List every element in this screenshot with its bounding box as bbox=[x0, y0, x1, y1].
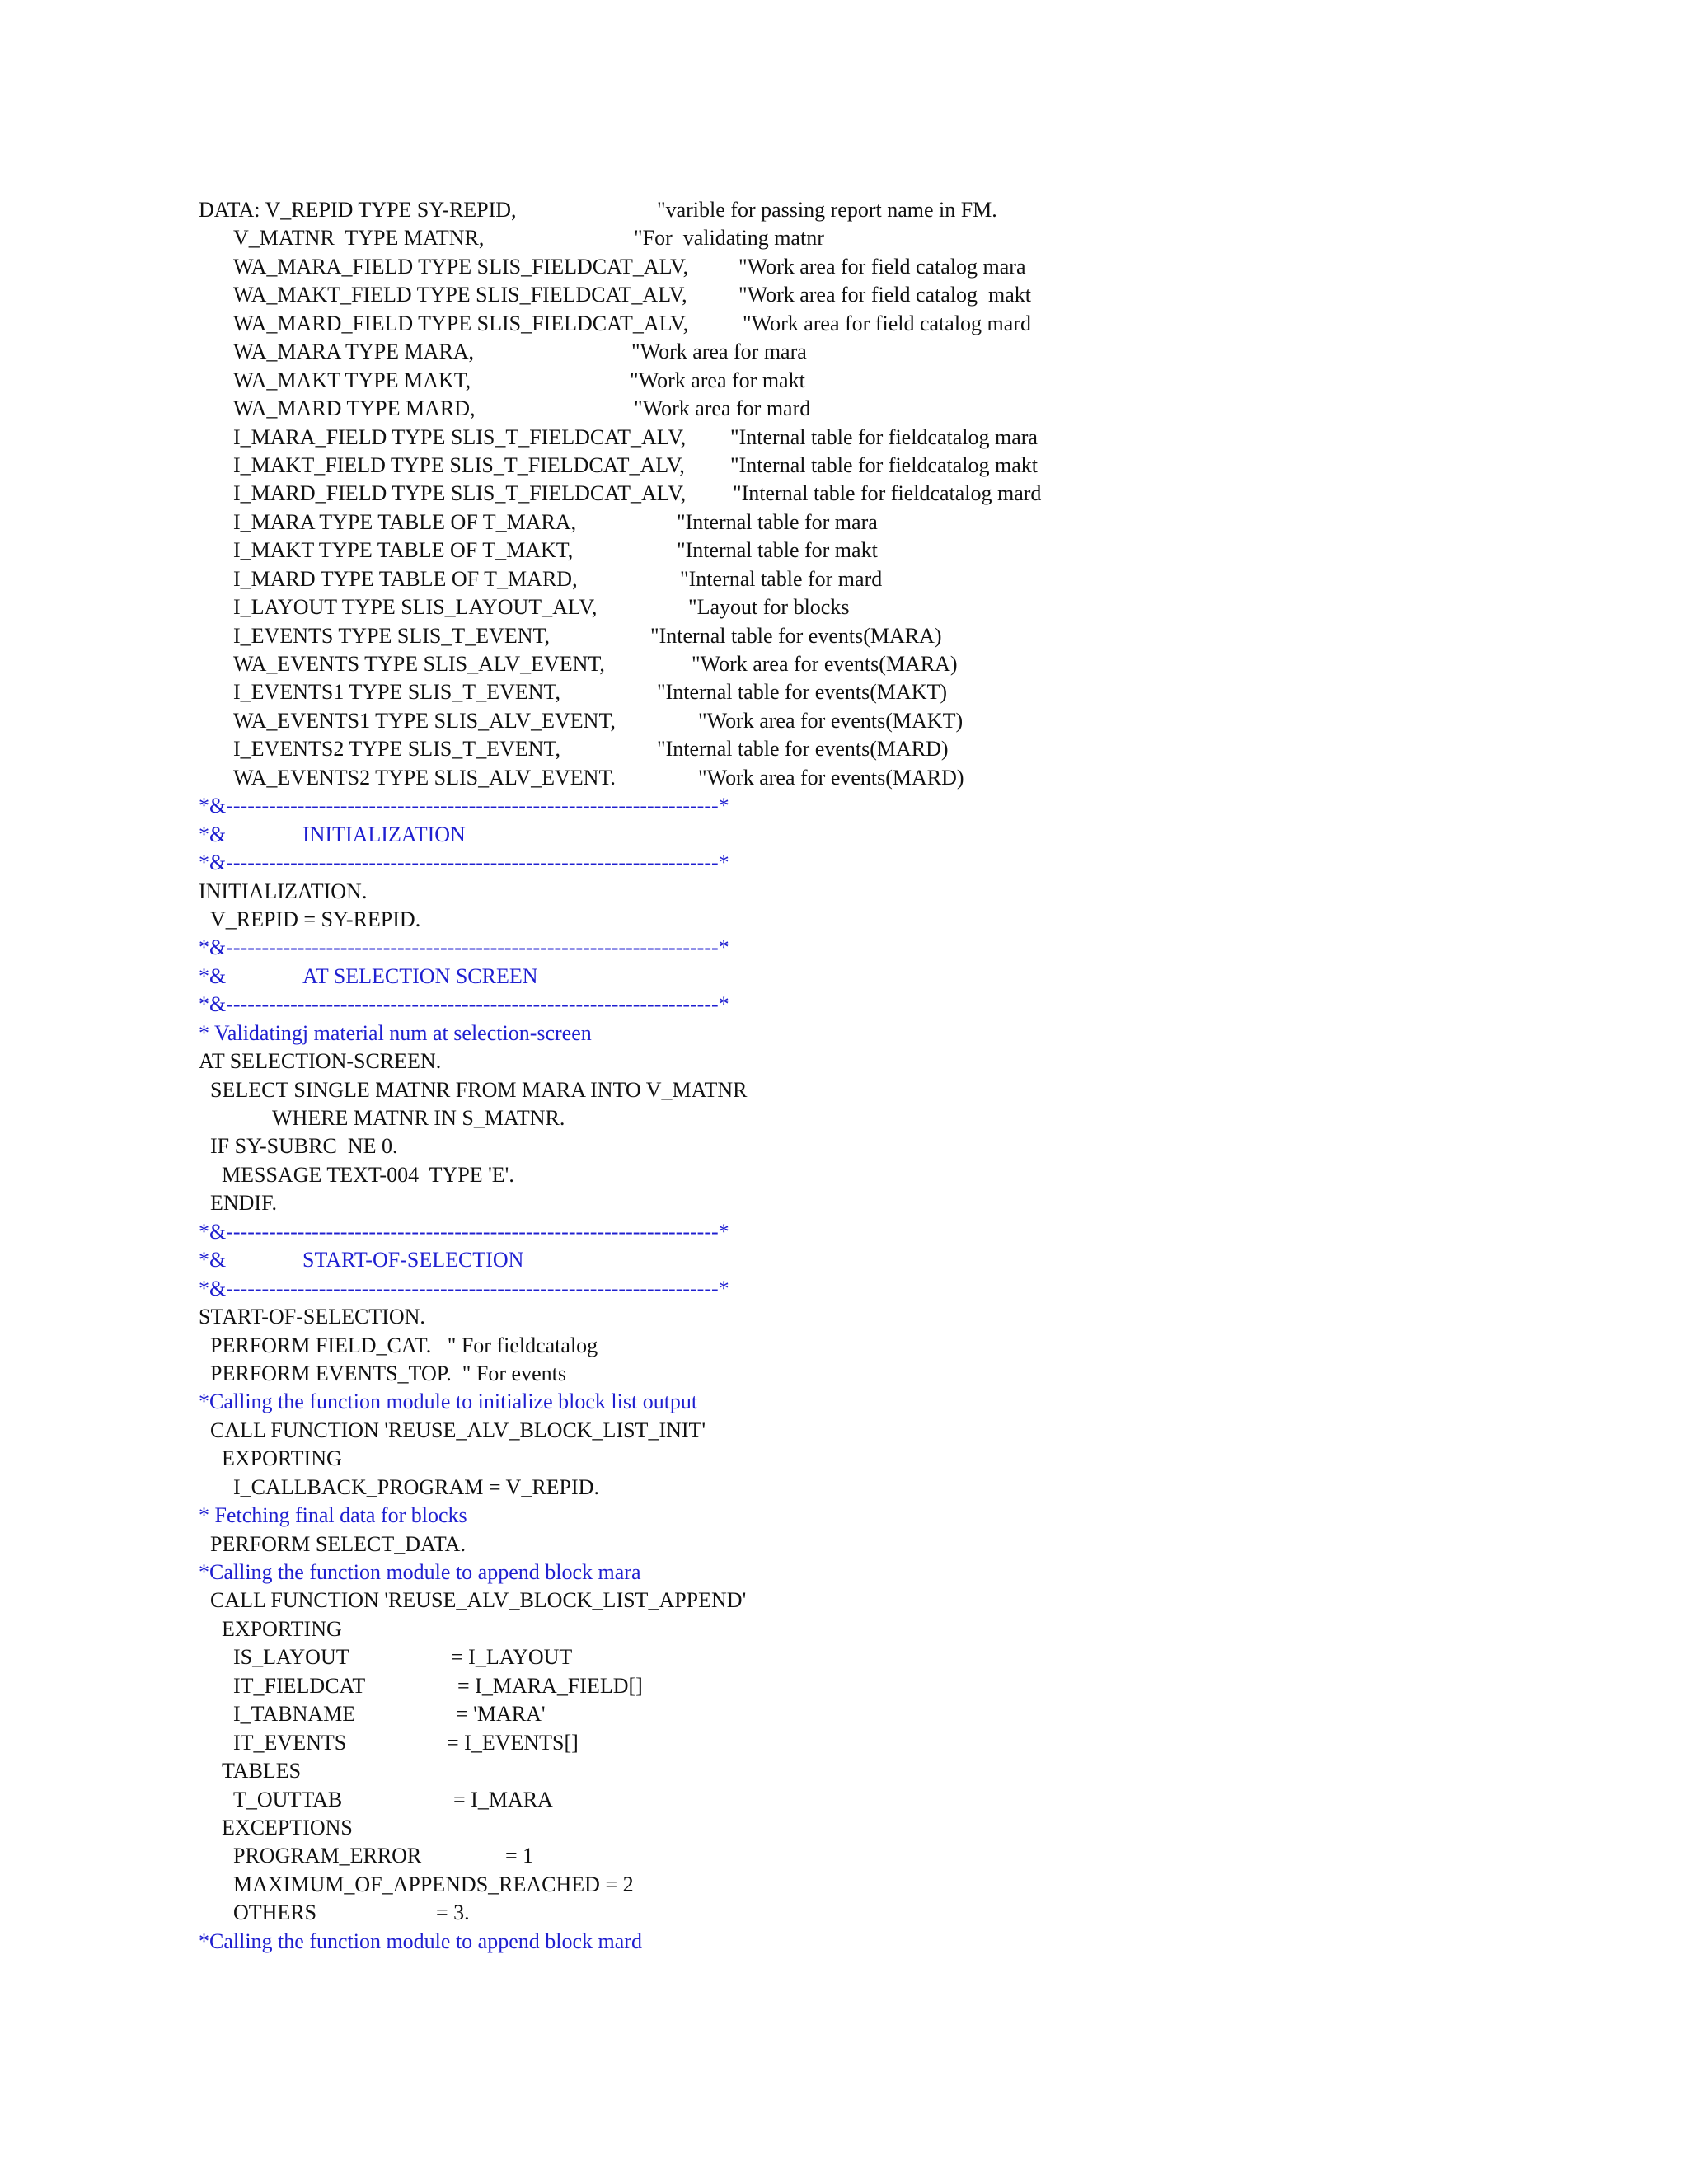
code-line bbox=[199, 310, 1649, 338]
code-comment-line bbox=[199, 1218, 1649, 1246]
code-text: WA_MARA_FIELD TYPE SLIS_FIELDCAT_ALV, bbox=[233, 254, 689, 279]
inline-comment: "Work area for events(MARD) bbox=[698, 765, 964, 790]
code-line bbox=[199, 509, 1649, 537]
code-text: IT_EVENTS bbox=[233, 1730, 347, 1755]
code-text: *&---------------------------------------------------------------------* bbox=[199, 851, 729, 875]
code-text: WA_EVENTS2 TYPE SLIS_ALV_EVENT. bbox=[233, 765, 616, 790]
code-text: *&---------------------------------------------------------------------* bbox=[199, 794, 729, 818]
code-text: CALL FUNCTION 'REUSE_ALV_BLOCK_LIST_APPEND' bbox=[210, 1588, 747, 1613]
code-text: *Calling the function module to initialize block list output bbox=[199, 1390, 698, 1414]
code-comment-line bbox=[199, 1246, 1649, 1274]
code-text: WA_EVENTS TYPE SLIS_ALV_EVENT, bbox=[233, 652, 605, 676]
code-text: PERFORM SELECT_DATA. bbox=[210, 1531, 466, 1556]
inline-comment: = 'MARA' bbox=[456, 1702, 546, 1727]
code-line bbox=[199, 1786, 1649, 1814]
code-text: PERFORM EVENTS_TOP. " For events bbox=[210, 1361, 566, 1385]
code-line bbox=[199, 622, 1649, 650]
inline-comment: "Internal table for mard bbox=[680, 566, 883, 591]
inline-comment: "For validating matnr bbox=[634, 226, 824, 251]
code-text: *&---------------------------------------------------------------------* bbox=[199, 1219, 729, 1244]
code-line bbox=[199, 878, 1649, 906]
code-line bbox=[199, 1871, 1649, 1899]
code-comment-line bbox=[199, 849, 1649, 877]
code-text: WA_MARD TYPE MARD, bbox=[233, 396, 476, 421]
code-line bbox=[199, 1303, 1649, 1331]
code-comment-line bbox=[199, 1388, 1649, 1416]
code-line bbox=[199, 707, 1649, 735]
code-text: *Calling the function module to append block mard bbox=[199, 1929, 642, 1953]
code-text: I_MARD TYPE TABLE OF T_MARD, bbox=[233, 566, 578, 591]
code-line bbox=[199, 395, 1649, 423]
code-line bbox=[199, 224, 1649, 252]
inline-comment: START-OF-SELECTION bbox=[302, 1248, 524, 1272]
code-text: START-OF-SELECTION. bbox=[199, 1305, 425, 1329]
code-text: *&---------------------------------------------------------------------* bbox=[199, 1276, 729, 1301]
code-line bbox=[199, 1076, 1649, 1104]
code-text: ENDIF. bbox=[210, 1191, 277, 1216]
code-text: IT_FIELDCAT bbox=[233, 1673, 366, 1698]
code-line bbox=[199, 1842, 1649, 1870]
code-line bbox=[199, 650, 1649, 678]
inline-comment: = I_MARA bbox=[453, 1787, 553, 1811]
code-line bbox=[199, 1586, 1649, 1615]
code-line bbox=[199, 1729, 1649, 1757]
code-line bbox=[199, 678, 1649, 706]
code-comment-line bbox=[199, 1558, 1649, 1586]
inline-comment: "Work area for events(MARA) bbox=[692, 652, 958, 676]
code-line bbox=[199, 1530, 1649, 1558]
code-text: *& bbox=[199, 822, 227, 846]
code-text: V_MATNR TYPE MATNR, bbox=[233, 226, 485, 251]
code-text: PERFORM FIELD_CAT. " For fieldcatalog bbox=[210, 1333, 598, 1357]
inline-comment: "varible for passing report name in FM. bbox=[657, 198, 997, 222]
code-text: I_EVENTS2 TYPE SLIS_T_EVENT, bbox=[233, 737, 560, 762]
code-line bbox=[199, 1417, 1649, 1445]
code-comment-line bbox=[199, 963, 1649, 991]
code-line bbox=[199, 1104, 1649, 1132]
code-line bbox=[199, 1047, 1649, 1076]
code-line bbox=[199, 196, 1649, 224]
code-text: PROGRAM_ERROR bbox=[233, 1844, 422, 1868]
code-line bbox=[199, 537, 1649, 565]
inline-comment: "Internal table for events(MAKT) bbox=[657, 680, 948, 705]
code-comment-line bbox=[199, 792, 1649, 820]
code-line bbox=[199, 1899, 1649, 1927]
code-text: I_CALLBACK_PROGRAM = V_REPID. bbox=[233, 1474, 599, 1499]
inline-comment: = I_LAYOUT bbox=[451, 1645, 573, 1670]
code-text: IF SY-SUBRC NE 0. bbox=[210, 1134, 398, 1159]
code-text: T_OUTTAB bbox=[233, 1787, 343, 1811]
code-text: WA_MARA TYPE MARA, bbox=[233, 340, 475, 364]
code-text: I_LAYOUT TYPE SLIS_LAYOUT_ALV, bbox=[233, 595, 598, 620]
inline-comment: = I_MARA_FIELD[] bbox=[457, 1673, 643, 1698]
code-text: I_EVENTS1 TYPE SLIS_T_EVENT, bbox=[233, 680, 560, 705]
inline-comment: "Internal table for fieldcatalog makt bbox=[730, 452, 1039, 477]
code-line bbox=[199, 565, 1649, 593]
code-line bbox=[199, 1132, 1649, 1160]
code-line bbox=[199, 1757, 1649, 1785]
code-text: I_MARD_FIELD TYPE SLIS_T_FIELDCAT_ALV, bbox=[233, 481, 687, 506]
code-text: EXPORTING bbox=[222, 1616, 342, 1641]
code-text: WA_MAKT TYPE MAKT, bbox=[233, 368, 471, 392]
code-line bbox=[199, 1615, 1649, 1643]
code-text: SELECT SINGLE MATNR FROM MARA INTO V_MATNR bbox=[210, 1077, 748, 1102]
code-text: I_MAKT TYPE TABLE OF T_MAKT, bbox=[233, 538, 574, 563]
code-comment-line bbox=[199, 1502, 1649, 1530]
inline-comment: "Internal table for mara bbox=[677, 509, 878, 534]
inline-comment: "Internal table for events(MARA) bbox=[650, 623, 942, 648]
code-text: *&---------------------------------------------------------------------* bbox=[199, 935, 729, 960]
code-text: * Validatingj material num at selection-screen bbox=[199, 1020, 592, 1045]
code-line bbox=[199, 1161, 1649, 1189]
code-text: WA_EVENTS1 TYPE SLIS_ALV_EVENT, bbox=[233, 708, 616, 733]
inline-comment: = 3. bbox=[436, 1900, 470, 1925]
code-text: IS_LAYOUT bbox=[233, 1645, 349, 1670]
inline-comment: "Internal table for makt bbox=[677, 538, 878, 563]
code-line bbox=[199, 452, 1649, 480]
code-text: *Calling the function module to append block mara bbox=[199, 1560, 641, 1584]
inline-comment: "Work area for field catalog mard bbox=[743, 311, 1031, 335]
code-line bbox=[199, 1814, 1649, 1842]
inline-comment: INITIALIZATION bbox=[302, 822, 466, 846]
inline-comment: AT SELECTION SCREEN bbox=[302, 963, 538, 988]
code-text: I_MAKT_FIELD TYPE SLIS_T_FIELDCAT_ALV, bbox=[233, 452, 685, 477]
code-text: I_TABNAME bbox=[233, 1702, 356, 1727]
code-line bbox=[199, 1474, 1649, 1502]
code-text: I_MARA TYPE TABLE OF T_MARA, bbox=[233, 509, 577, 534]
code-text: AT SELECTION-SCREEN. bbox=[199, 1049, 442, 1074]
inline-comment: "Internal table for events(MARD) bbox=[657, 737, 949, 762]
code-text: CALL FUNCTION 'REUSE_ALV_BLOCK_LIST_INIT' bbox=[210, 1418, 706, 1442]
code-text: *&---------------------------------------------------------------------* bbox=[199, 992, 729, 1017]
code-line bbox=[199, 1189, 1649, 1217]
code-text: MESSAGE TEXT-004 TYPE 'E'. bbox=[222, 1162, 514, 1187]
inline-comment: = 1 bbox=[505, 1844, 534, 1868]
inline-comment: "Work area for field catalog makt bbox=[738, 283, 1032, 307]
code-line bbox=[199, 1360, 1649, 1388]
code-comment-line bbox=[199, 934, 1649, 962]
code-text: I_EVENTS TYPE SLIS_T_EVENT, bbox=[233, 623, 550, 648]
code-text: V_REPID = SY-REPID. bbox=[210, 907, 421, 931]
code-line bbox=[199, 367, 1649, 395]
code-text: * Fetching final data for blocks bbox=[199, 1503, 467, 1528]
code-text: *& bbox=[199, 1248, 227, 1272]
code-line bbox=[199, 1643, 1649, 1671]
code-comment-line bbox=[199, 1019, 1649, 1047]
inline-comment: "Internal table for fieldcatalog mard bbox=[733, 481, 1042, 506]
code-line bbox=[199, 281, 1649, 309]
code-text: DATA: V_REPID TYPE SY-REPID, bbox=[199, 198, 517, 222]
inline-comment: "Internal table for fieldcatalog mara bbox=[730, 424, 1038, 449]
code-line bbox=[199, 593, 1649, 621]
code-text: WHERE MATNR IN S_MATNR. bbox=[272, 1106, 565, 1130]
code-line bbox=[199, 338, 1649, 366]
code-line bbox=[199, 480, 1649, 508]
code-text: I_MARA_FIELD TYPE SLIS_T_FIELDCAT_ALV, bbox=[233, 424, 687, 449]
code-text: EXPORTING bbox=[222, 1446, 342, 1471]
abap-code-listing bbox=[199, 196, 1649, 1956]
inline-comment: "Work area for mard bbox=[634, 396, 811, 421]
code-text: WA_MAKT_FIELD TYPE SLIS_FIELDCAT_ALV, bbox=[233, 283, 687, 307]
inline-comment: "Work area for field catalog mara bbox=[738, 254, 1026, 279]
code-comment-line bbox=[199, 1928, 1649, 1956]
code-text: WA_MARD_FIELD TYPE SLIS_FIELDCAT_ALV, bbox=[233, 311, 689, 335]
code-text: *& bbox=[199, 963, 227, 988]
code-line bbox=[199, 1332, 1649, 1360]
code-text: INITIALIZATION. bbox=[199, 879, 368, 903]
code-line bbox=[199, 1700, 1649, 1728]
code-comment-line bbox=[199, 1275, 1649, 1303]
code-line bbox=[199, 906, 1649, 934]
code-line bbox=[199, 1672, 1649, 1700]
code-line bbox=[199, 253, 1649, 281]
inline-comment: "Work area for events(MAKT) bbox=[698, 708, 964, 733]
code-text: MAXIMUM_OF_APPENDS_REACHED = 2 bbox=[233, 1872, 634, 1896]
code-text: OTHERS bbox=[233, 1900, 317, 1925]
inline-comment: "Work area for makt bbox=[630, 368, 805, 392]
code-text: EXCEPTIONS bbox=[222, 1815, 353, 1840]
code-line bbox=[199, 764, 1649, 792]
code-comment-line bbox=[199, 821, 1649, 849]
code-text: TABLES bbox=[222, 1759, 302, 1783]
code-line bbox=[199, 735, 1649, 763]
code-line bbox=[199, 424, 1649, 452]
inline-comment: = I_EVENTS[] bbox=[447, 1730, 579, 1755]
inline-comment: "Work area for mara bbox=[631, 340, 807, 364]
inline-comment: "Layout for blocks bbox=[688, 595, 850, 620]
code-line bbox=[199, 1445, 1649, 1473]
code-comment-line bbox=[199, 991, 1649, 1019]
